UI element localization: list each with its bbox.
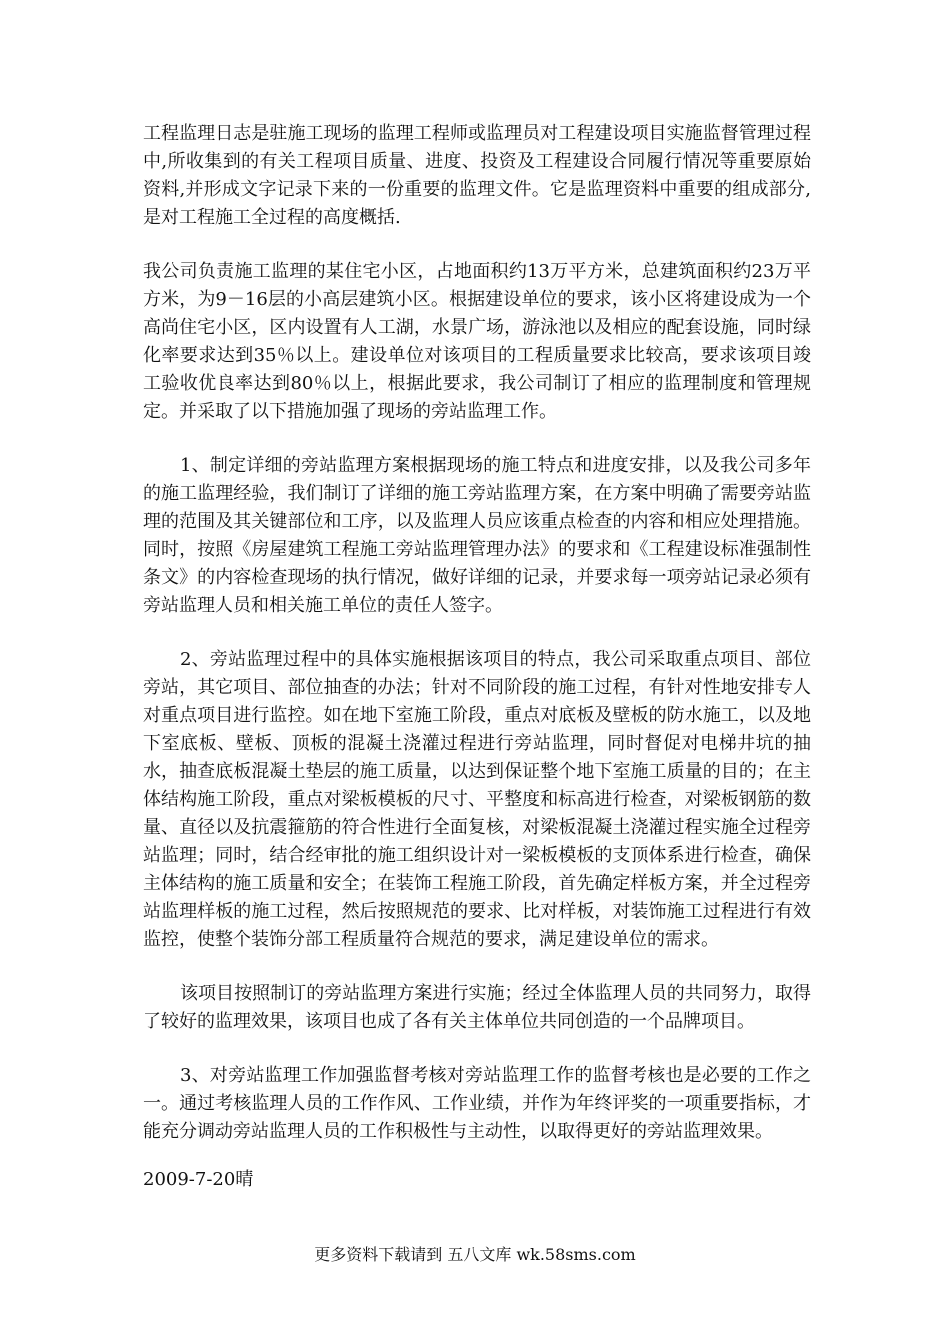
document-body xyxy=(143,120,811,1172)
paragraph-measure-1: 1、制定详细的旁站监理方案根据现场的施工特点和进度安排，以及我公司多年的施工监理经验，我们制订了详细的施工旁站监理方案，在方案中明确了需要旁站监理的范围及其关键部位和工序，以及监理人员应该重点检查的内容和相应处理措施。同时，按照《房屋建筑工程施工旁站监理管理办法》的要求和《工程建设标准强制性条文》的内容检查现场的执行情况，做好详细的记录，并要求每一项旁站记录必须有旁站监理人员和相关施工单位的责任人签字。 xyxy=(143,455,811,616)
paragraph-result: 该项目按照制订的旁站监理方案进行实施；经过全体监理人员的共同努力，取得了较好的监理效果，该项目也成了各有关主体单位共同创造的一个品牌项目。 xyxy=(143,983,811,1032)
paragraph-intro: 工程监理日志是驻施工现场的监理工程师或监理员对工程建设项目实施监督管理过程中,所收集到的有关工程项目质量、进度、投资及工程建设合同履行情况等重要原始资料,并形成文字记录下来的一份重要的监理文件。它是监理资料中重要的组成部分,是对工程施工全过程的高度概括. xyxy=(143,123,811,228)
paragraph-measure-3: 3、对旁站监理工作加强监督考核对旁站监理工作的监督考核也是必要的工作之一。通过考核监理人员的工作作风、工作业绩，并作为年终评奖的一项重要指标，才能充分调动旁站监理人员的工作积极性与主动性，以取得更好的旁站监理效果。 xyxy=(143,1065,811,1142)
paragraph-measure-2: 2、旁站监理过程中的具体实施根据该项目的特点，我公司采取重点项目、部位旁站，其它项目、部位抽查的办法；针对不同阶段的施工过程，有针对性地安排专人对重点项目进行监控。如在地下室施工阶段，重点对底板及壁板的防水施工，以及地下室底板、壁板、顶板的混凝土浇灌过程进行旁站监理，同时督促对电梯井坑的抽水，抽查底板混凝土垫层的施工质量，以达到保证整个地下室施工质量的目的；在主体结构施工阶段，重点对梁板模板的尺寸、平整度和标高进行检查，对梁板钢筋的数量、直径以及抗震箍筋的符合性进行全面复核，对梁板混凝土浇灌过程实施全过程旁站监理；同时，结合经审批的施工组织设计对一梁板模板的支顶体系进行检查，确保主体结构的施工质量和安全；在装饰工程施工阶段，首先确定样板方案，并全过程旁站监理样板的施工过程，然后按照规范的要求、比对样板，对装饰施工过程进行有效监控，使整个装饰分部工程质量符合规范的要求，满足建设单位的需求。 xyxy=(143,649,811,950)
log-date-weather: 2009-7-20晴 xyxy=(143,1169,254,1190)
page-footer: 更多资料下载请到 五八文库 wk.58sms.com xyxy=(314,1245,636,1264)
paragraph-project-overview: 我公司负责施工监理的某住宅小区，占地面积约13万平方米，总建筑面积约23万平方米，为9－16层的小高层建筑小区。根据建设单位的要求，该小区将建设成为一个高尚住宅小区，区内设置有人工湖，水景广场，游泳池以及相应的配套设施，同时绿化率要求达到35％以上。建设单位对该项目的工程质量要求比较高，要求该项目竣工验收优良率达到80％以上，根据此要求，我公司制订了相应的监理制度和管理规定。并采取了以下措施加强了现场的旁站监理工作。 xyxy=(143,261,811,422)
